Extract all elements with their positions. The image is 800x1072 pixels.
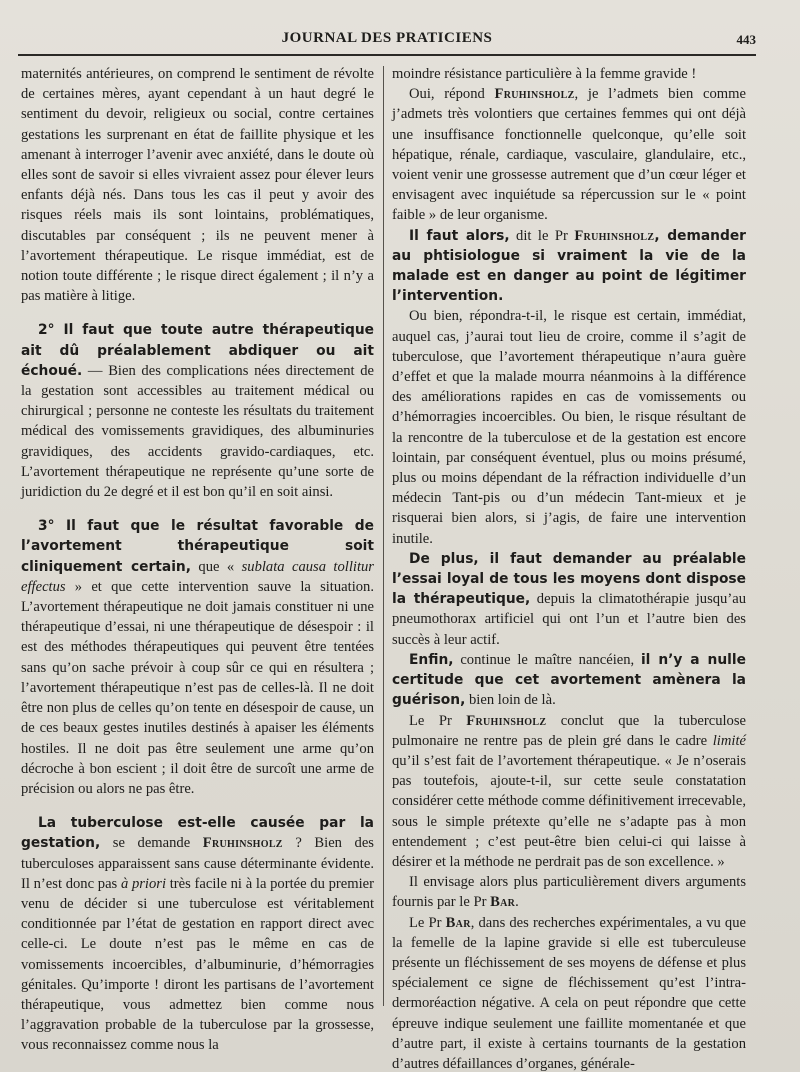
text-run: bien loin de là. bbox=[465, 692, 556, 709]
author-name: Fruhinsholz bbox=[494, 86, 575, 103]
text-run: Le Pr bbox=[409, 712, 467, 729]
italic-run: limité bbox=[712, 732, 746, 749]
text-run: continue le maître nancéien, bbox=[453, 651, 641, 668]
paragraph bbox=[392, 84, 746, 225]
paragraph bbox=[392, 872, 746, 912]
bold-lead: Enfin, bbox=[409, 651, 454, 668]
text-run: se demande bbox=[100, 835, 203, 852]
paragraph bbox=[392, 650, 746, 711]
paragraph: moindre résistance particulière à la femme gravide ! bbox=[392, 66, 697, 82]
bold-lead: De plus, il faut demander au préalable l’essai loyal de tous les moyens dont dispose la thérapeutique, bbox=[392, 550, 746, 608]
paragraph bbox=[392, 549, 746, 650]
italic-run: à priori bbox=[120, 875, 167, 892]
bold-lead: La tuberculose est-elle causée par la gestation, bbox=[21, 815, 374, 852]
author-name: Bar bbox=[445, 914, 471, 931]
column-divider bbox=[383, 66, 384, 1006]
author-name: Fruhinsholz bbox=[466, 712, 547, 729]
bold-run: il n’y a nulle certitude que cet avortement amènera la guérison, bbox=[392, 651, 746, 709]
paragraph: maternités antérieures, on comprend le sentiment de révolte de certaines mères, ayant cependant à un haut degré le sentiment du devoir, religieux ou social, contre certaines gestations les surprenant en état de faillite physique et les amenant à interroger l’avenir avec anxiété, dans le doute où elles sont de savoir si elles vivraient assez pour élever leurs enfants déjà nés. Dans tous les cas il peut y avoir des risques réels mais ils sont lointains, problématiques, discutables par conséquent ; ils ne peuvent mener à l’avortement thérapeutique. Le risque immédiat, est de notion toute différente ; le risque direct également ; il n’y a pas matière à litige. bbox=[21, 66, 374, 305]
text-run: ? Bien des tuberculoses apparaissent sans cause déterminante évidente. Il n’est donc pas bbox=[21, 835, 374, 892]
italic-run: sublata causa tollitur effectus bbox=[21, 558, 374, 595]
bold-lead: Il faut alors, bbox=[409, 227, 510, 244]
text-run: » et que cette intervention sauve la situation. L’avortement thérapeutique ne doit jamais constituer ni une thérapeutique d’essai, ni une thérapeutique de désespoir : il est des méthodes thérapeutiques qui peuvent être tentées sans qu’on sache prévoir à coup sûr ce qui en résultera ; l’avortement thérapeutique n’est pas de celles-là. Il ne doit être non plus de celles qu’on tente en désespoir de cause, un de ces beaux gestes inutiles destinés à apaiser les éléments hostiles. Il ne doit pas être seulement une arme qu’on décroche à bon escient ; il doit être de surcoît une arme de précision ou alors ne pas être. bbox=[21, 578, 374, 797]
journal-title: JOURNAL DES PRATICIENS bbox=[281, 30, 493, 46]
text-run: depuis la climatothérapie jusqu’au pneumothorax artificiel qui ont l’un et l’autre bien des succès à leur actif. bbox=[392, 591, 746, 648]
text-run: Oui, répond bbox=[409, 86, 495, 103]
paragraph bbox=[21, 813, 374, 1055]
paragraph: Ou bien, répondra-t-il, le risque est certain, immédiat, auquel cas, j’aurai tout lieu de croire, comme il s’agit de tuberculose, que l’avortement thérapeutique n’aura guère d’effet et que la malade mourra néanmoins à la différence des améliorations rapides en cas de vomissements ou d’hémorragies incoercibles. Ou bien, le risque résultant de la rencontre de la tuberculose et de la gestation est encore lointain, par conséquent éventuel, plus ou moins présumé, plus ou moins dépendant de la réfraction individuelle d’un médecin Tant-pis ou d’un médecin Tant-mieux et je risquerai bien alors, si j’agis, de faire une intervention inutile. bbox=[392, 308, 746, 547]
author-name: Fruhinsholz bbox=[574, 227, 655, 244]
right-column bbox=[392, 64, 746, 1072]
author-name: Fruhinsholz bbox=[202, 835, 283, 852]
paragraph bbox=[392, 226, 746, 307]
text-run: Il envisage alors plus particulièrement divers arguments fournis par le Pr bbox=[392, 874, 746, 911]
page-header bbox=[18, 28, 756, 56]
text-run: . bbox=[515, 894, 519, 911]
page-number: 443 bbox=[736, 32, 756, 47]
text-run: Le Pr bbox=[409, 914, 446, 931]
bold-lead: 3° Il faut que le résultat favorable de l’avortement thérapeutique soit cliniquement certain, bbox=[21, 518, 374, 575]
paragraph bbox=[392, 711, 746, 873]
text-run: très facile ni à la portée du premier venu de décider si une tuberculose est véritablement conditionnée par l’état de gestation en rapport direct avec celle-ci. Le doute n’est pas le même en cas de vomissements incoercibles, d’albuminurie, d’hémorragies génitales. Qu’importe ! diront les partisans de l’avortement thérapeutique, vous admettez bien comme nous l’aggravation probable de la tuberculose par la grossesse, vous reconnaissez comme nous la bbox=[21, 875, 374, 1054]
bold-lead: 2° Il faut que toute autre thérapeutique ait dû préalablement abdiquer ou ait échoué. bbox=[21, 322, 374, 379]
text-run: dit le Pr bbox=[509, 227, 575, 244]
paragraph bbox=[21, 320, 374, 502]
bold-run: , demander au phtisiologue si vraiment la vie de la malade est en danger au point de légitimer l’intervention. bbox=[392, 227, 746, 305]
text-run: que « bbox=[191, 558, 242, 575]
text-run: conclut que la tuberculose pulmonaire ne rentre pas de plein gré dans le cadre bbox=[392, 712, 746, 749]
paragraph bbox=[392, 913, 746, 1072]
paragraph bbox=[21, 516, 374, 799]
text-run: — Bien des complications nées directement de la gestation sont accessibles au traitement médical ou chirurgical ; personne ne conteste les résultats du traitement médical des vomissements gravidiques, des albuminuries gravidiques, des accidents gravido-cardiaques, etc. L’avortement thérapeutique ne représente qu’une sorte de juridiction du 2e degré et il est bon qu’il en soit ainsi. bbox=[21, 362, 374, 501]
author-name: Bar bbox=[490, 894, 516, 911]
left-column bbox=[21, 64, 374, 1056]
text-run: , je l’admets bien comme j’admets très volontiers que certaines femmes qui ont déjà une insuffisance fonctionnelle quelconque, qu’elle soit hépatique, rénale, cardiaque, vasculaire, glandulaire, etc., voient venir une grossesse autrement que d’un cœur léger et envisagent avec inquiétude sa répercussion sur le « point faible » de leur organisme. bbox=[392, 86, 746, 224]
text-run: qu’il s’est fait de l’avortement thérapeutique. « Je n’oserais pas toutefois, ajoute-t-il, sur cette seule constatation considérer cette méthode comme définitivement irrecevable, sous le simple prétexte qu’elle ne s’adapte pas à mon entendement ; c’est peut-être bien celui-ci qui laisse à désirer et la méthode ne perdrait pas de son excellence. » bbox=[392, 752, 746, 870]
text-run: , dans des recherches expérimentales, a vu que la femelle de la lapine gravide si elle est tuberculeuse présente un fléchissement de ses moyens de défense et plus spécialement ce signe de fléchissement qu’est l’intra-dermoréaction négative. A cela on peut répondre que cette épreuve indique seulement une faillite momentanée et que d’autre part, il existe à certains tournants de la gestation d’autres défaillances d’organes, générale- bbox=[392, 914, 746, 1072]
